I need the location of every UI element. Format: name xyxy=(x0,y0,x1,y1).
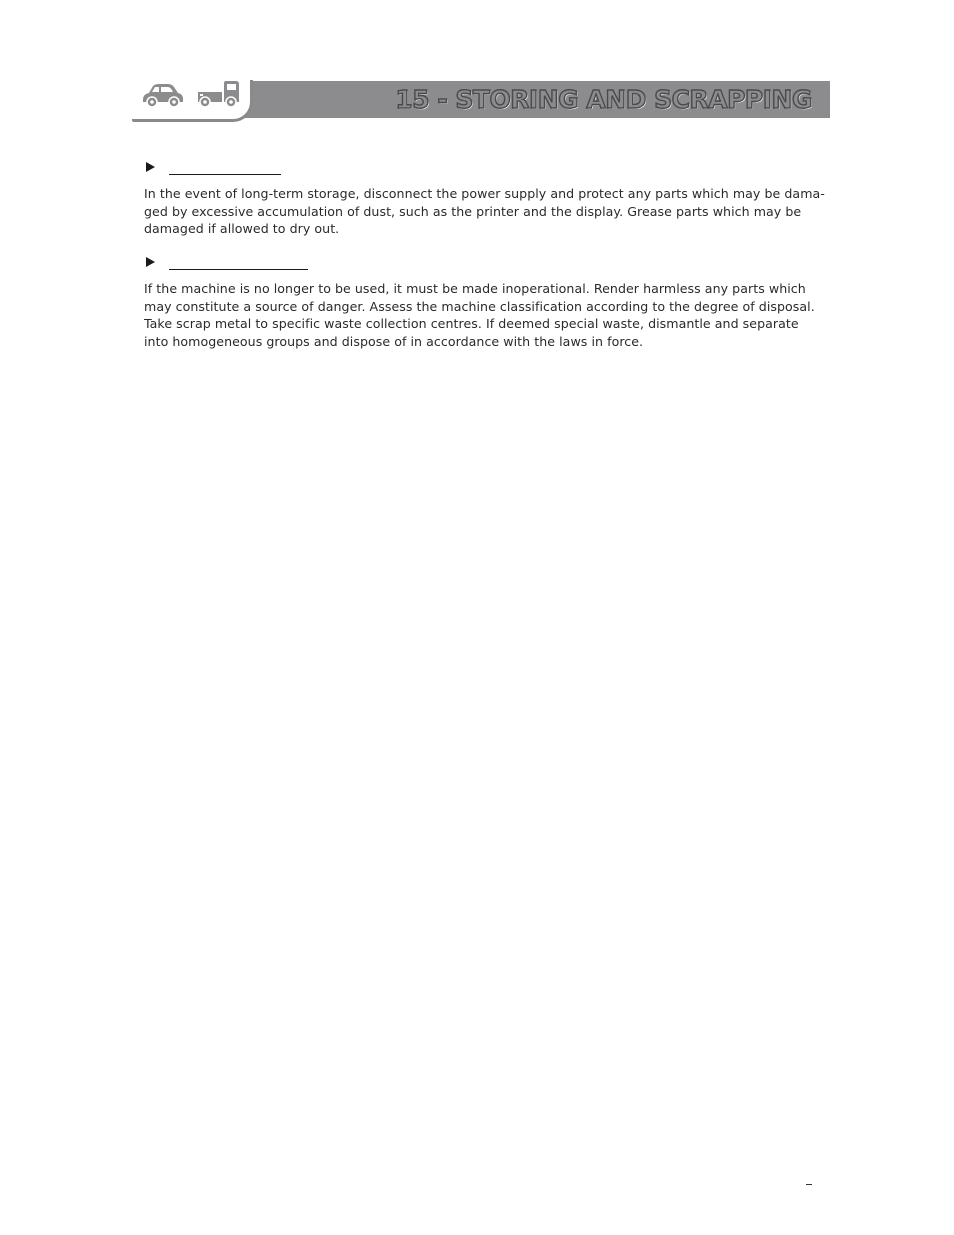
text-line: ged by excessive accumulation of dust, such as the printer and the display. Grease parts which may be xyxy=(144,203,802,219)
text-line: may constitute a source of danger. Assess the machine classification according to the degree of disposal. xyxy=(144,298,815,314)
text-line: damaged if allowed to dry out. xyxy=(144,221,340,237)
vehicle-icon-tab xyxy=(132,80,253,122)
section-heading xyxy=(144,255,824,273)
heading-underline xyxy=(169,174,281,175)
text-line: into homogeneous groups and dispose of in accordance with the laws in force. xyxy=(144,333,644,349)
car-icon xyxy=(141,82,185,108)
section-heading xyxy=(144,160,824,178)
heading-underline xyxy=(169,269,308,270)
page-number xyxy=(806,1184,812,1185)
scrapping-section xyxy=(144,255,824,350)
section-body xyxy=(144,185,824,238)
storage-section xyxy=(144,160,824,238)
arrow-right-icon xyxy=(146,162,155,172)
text-line: Take scrap metal to specific waste collection centres. If deemed special waste, dismantle and separate xyxy=(144,316,799,332)
section-body xyxy=(144,280,824,350)
arrow-right-icon xyxy=(146,257,155,267)
text-line: In the event of long-term storage, disconnect the power supply and protect any parts which may be dama- xyxy=(144,186,825,201)
page-title: 15 - STORING AND SCRAPPING xyxy=(395,85,812,114)
truck-icon xyxy=(196,80,242,108)
text-line: If the machine is no longer to be used, it must be made inoperational. Render harmless any parts which xyxy=(144,281,806,296)
page-header xyxy=(132,80,830,124)
